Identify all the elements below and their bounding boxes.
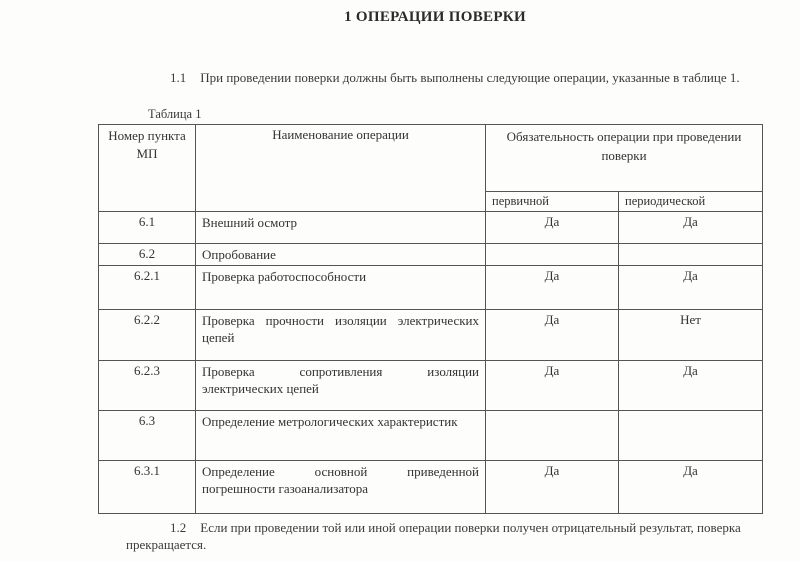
row-periodic	[619, 410, 763, 460]
row-number: 6.3.1	[99, 460, 196, 513]
row-number: 6.2.2	[99, 310, 196, 360]
row-periodic: Да	[619, 212, 763, 244]
paragraph-1-1	[126, 69, 766, 86]
header-periodic: периодической	[619, 192, 763, 212]
row-periodic	[619, 244, 763, 266]
row-primary: Да	[486, 460, 619, 513]
row-periodic: Да	[619, 266, 763, 310]
row-number: 6.3	[99, 410, 196, 460]
row-periodic: Да	[619, 460, 763, 513]
row-primary: Да	[486, 360, 619, 410]
table-row	[99, 410, 763, 460]
paragraph-text: Если при проведении той или иной операции поверки получен отрицательный результат, поверка прекращается.	[126, 520, 741, 552]
table-row	[99, 460, 763, 513]
operations-table	[98, 124, 763, 514]
row-periodic: Нет	[619, 310, 763, 360]
row-primary	[486, 244, 619, 266]
paragraph-number: 1.1	[170, 70, 187, 85]
row-number: 6.2	[99, 244, 196, 266]
table-row	[99, 360, 763, 410]
row-number: 6.2.1	[99, 266, 196, 310]
table-row	[99, 212, 763, 244]
header-required: Обязательность операции при проведении поверки	[486, 125, 763, 192]
row-primary: Да	[486, 266, 619, 310]
row-primary: Да	[486, 310, 619, 360]
table-row	[99, 244, 763, 266]
row-primary: Да	[486, 212, 619, 244]
header-name: Наименование операции	[196, 125, 486, 212]
table-row	[99, 310, 763, 360]
table-caption: Таблица 1	[148, 107, 202, 121]
row-name: Проверка работоспособности	[196, 266, 486, 310]
row-name: Определение основной приведенной погрешности газоанализатора	[196, 460, 486, 513]
row-name: Опробование	[196, 244, 486, 266]
row-name: Внешний осмотр	[196, 212, 486, 244]
row-name: Проверка сопротивления изоляции электрических цепей	[196, 360, 486, 410]
section-title: 1 ОПЕРАЦИИ ПОВЕРКИ	[344, 9, 526, 25]
row-name: Проверка прочности изоляции электрических цепей	[196, 310, 486, 360]
row-primary	[486, 410, 619, 460]
paragraph-number: 1.2	[170, 520, 187, 535]
paragraph-text: При проведении поверки должны быть выполнены следующие операции, указанные в таблице 1.	[200, 70, 740, 85]
row-name: Определение метрологических характеристик	[196, 410, 486, 460]
row-periodic: Да	[619, 360, 763, 410]
row-number: 6.2.3	[99, 360, 196, 410]
table-row	[99, 266, 763, 310]
header-number: Номер пункта МП	[99, 125, 196, 212]
paragraph-1-2	[126, 519, 776, 553]
header-primary: первичной	[486, 192, 619, 212]
row-number: 6.1	[99, 212, 196, 244]
